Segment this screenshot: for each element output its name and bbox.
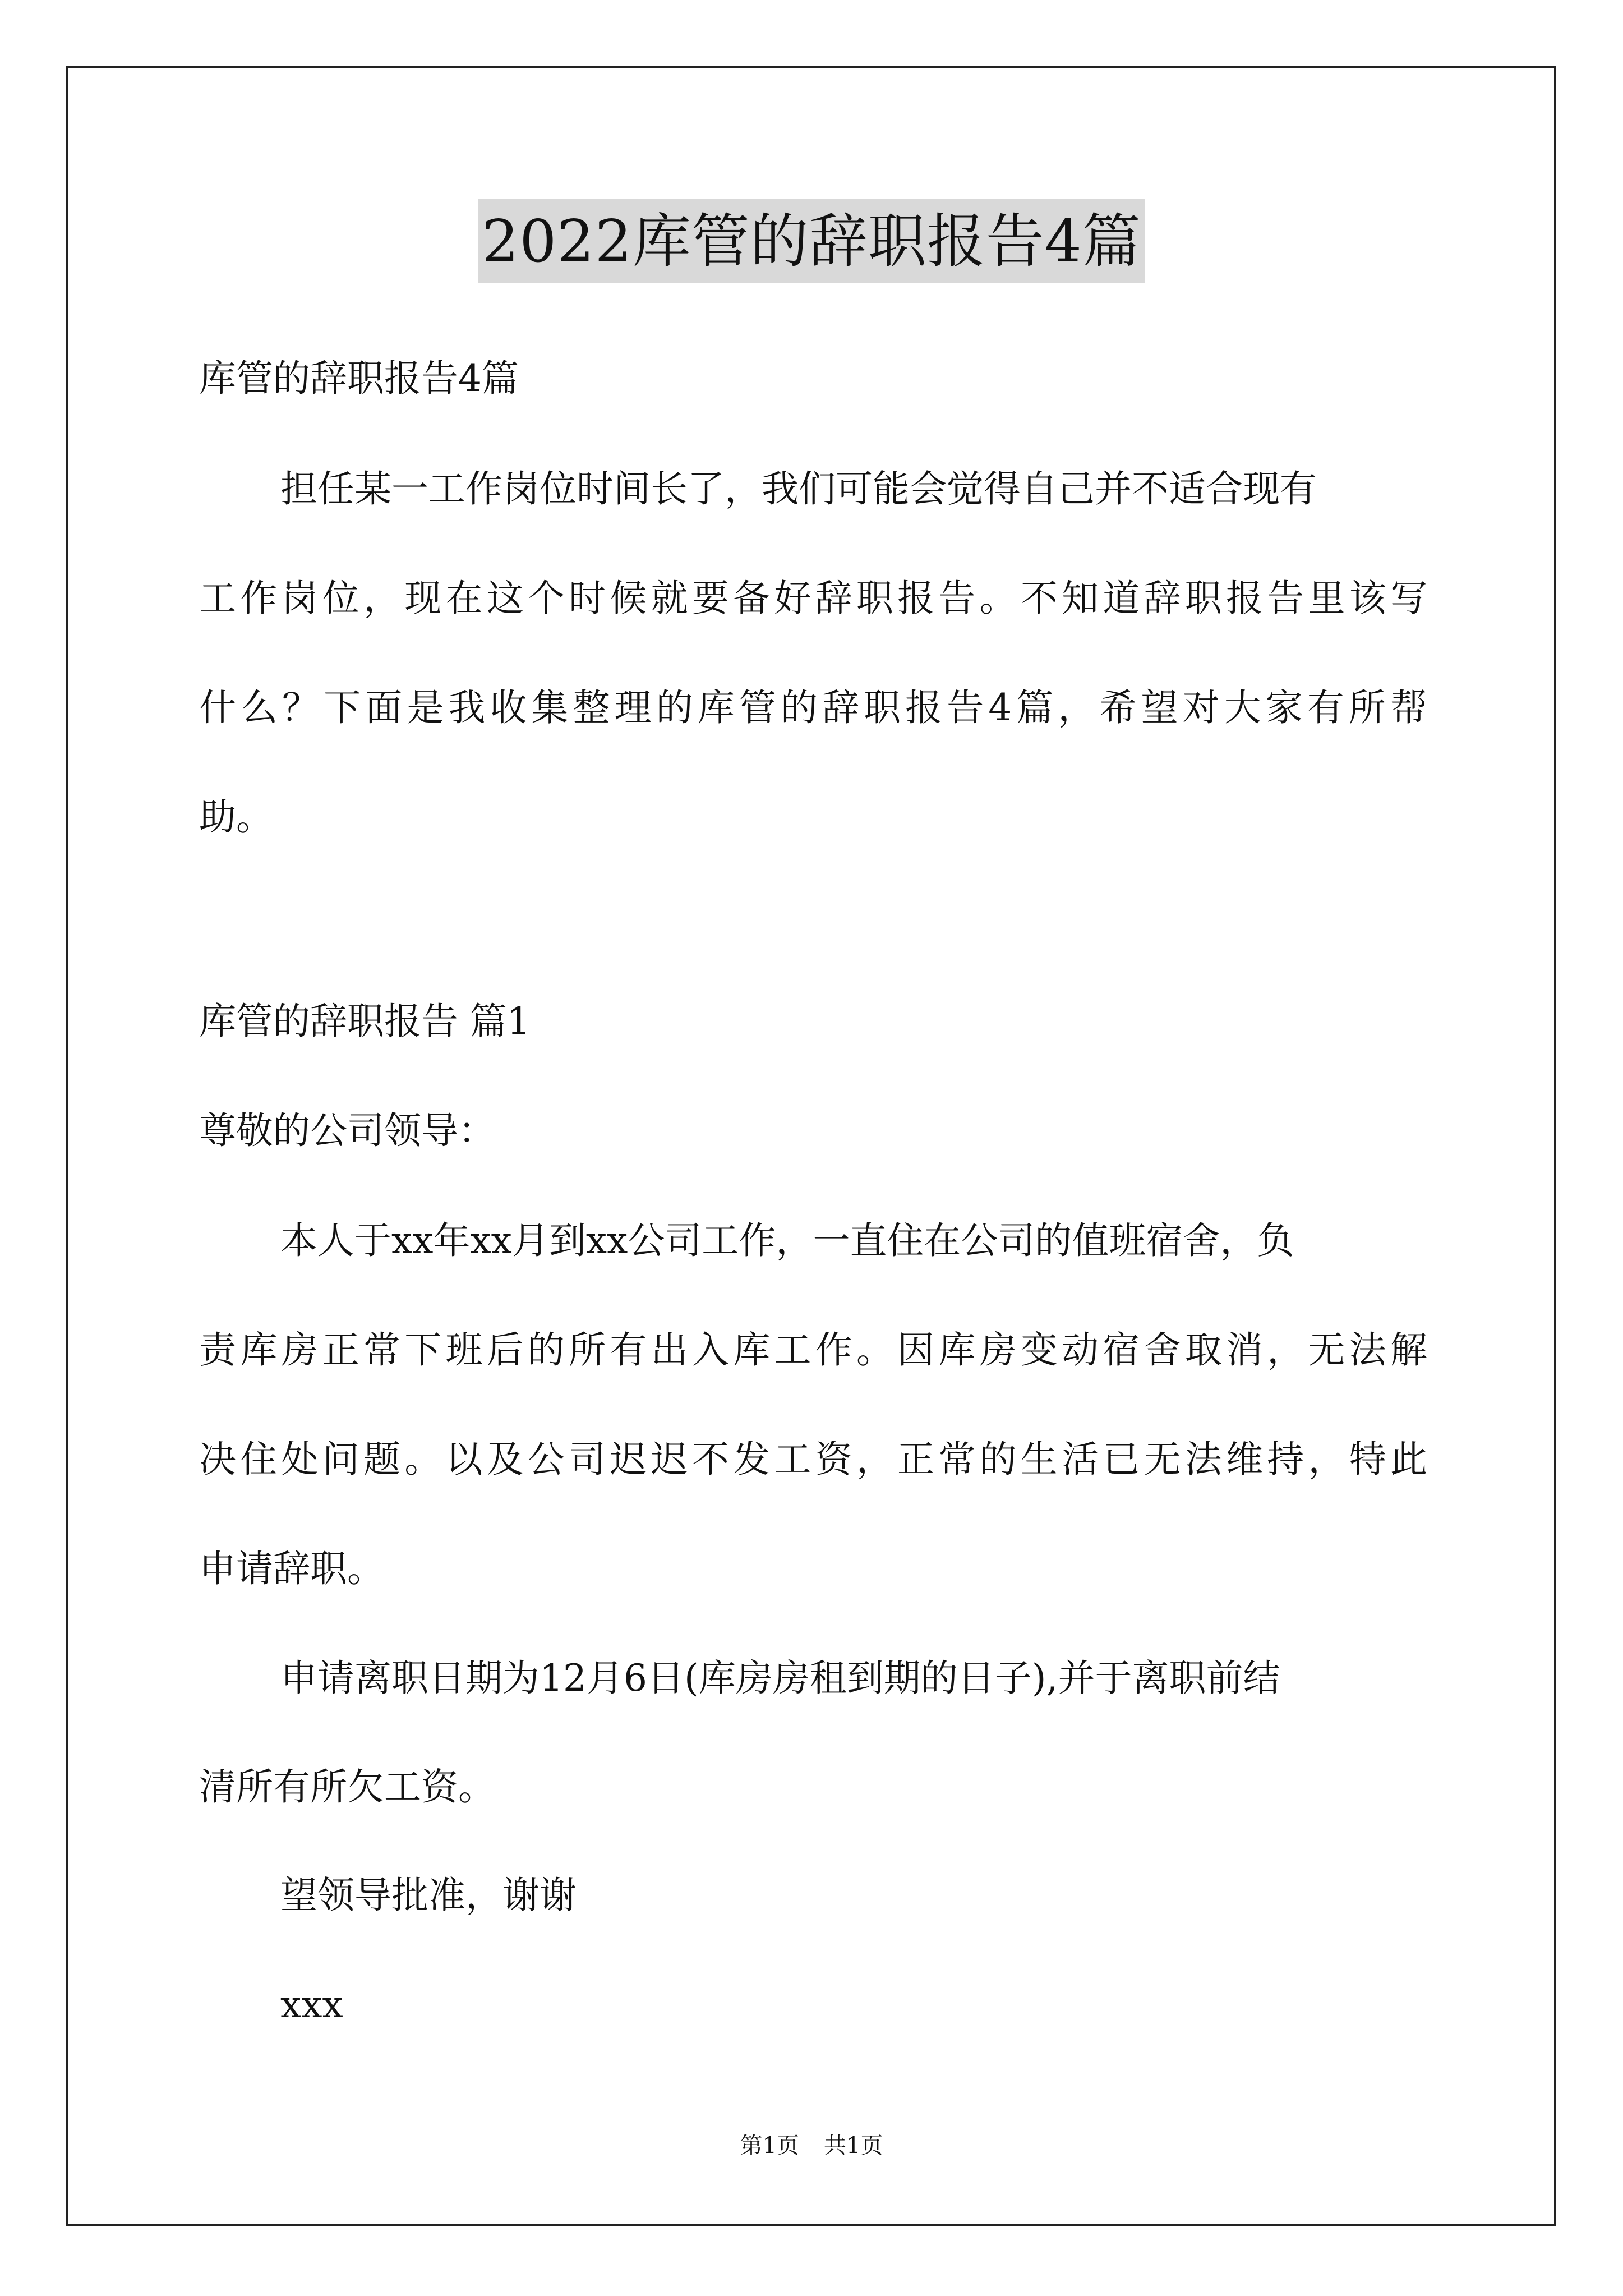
intro-line-2: 工作岗位，现在这个时候就要备好辞职报告。不知道辞职报告里该写: [199, 577, 1427, 620]
document-subtitle: 库管的辞职报告4篇: [199, 357, 519, 400]
salutation: 尊敬的公司领导：: [199, 1109, 495, 1152]
paragraph1-line-1: 本人于xx年xx月到xx公司工作，一直住在公司的值班宿舍，负: [280, 1219, 1294, 1262]
page-total: 共1页: [824, 2133, 883, 2159]
paragraph2-line-1: 申请离职日期为12月6日(库房房租到期的日子),并于离职前结: [280, 1657, 1280, 1700]
signature: xxx: [280, 1983, 343, 2026]
intro-line-3: 什么？下面是我收集整理的库管的辞职报告4篇，希望对大家有所帮: [199, 686, 1427, 729]
page-footer: [0, 2132, 1623, 2160]
section-heading: 库管的辞职报告 篇1: [199, 1000, 531, 1043]
intro-line-4: 助。: [199, 795, 273, 839]
document-title: 2022库管的辞职报告4篇: [478, 199, 1145, 283]
paragraph1-line-4: 申请辞职。: [199, 1547, 384, 1590]
paragraph1-line-2: 责库房正常下班后的所有出入库工作。因库房变动宿舍取消，无法解: [199, 1328, 1427, 1372]
title-container: [0, 199, 1623, 283]
page-number: 第1页: [740, 2133, 799, 2159]
paragraph2-line-2: 清所有所欠工资。: [199, 1765, 495, 1809]
paragraph1-line-3: 决住处问题。以及公司迟迟不发工资，正常的生活已无法维持，特此: [199, 1438, 1427, 1481]
intro-line-1: 担任某一工作岗位时间长了，我们可能会觉得自己并不适合现有: [280, 467, 1317, 510]
closing-line: 望领导批准，谢谢: [280, 1874, 577, 1917]
